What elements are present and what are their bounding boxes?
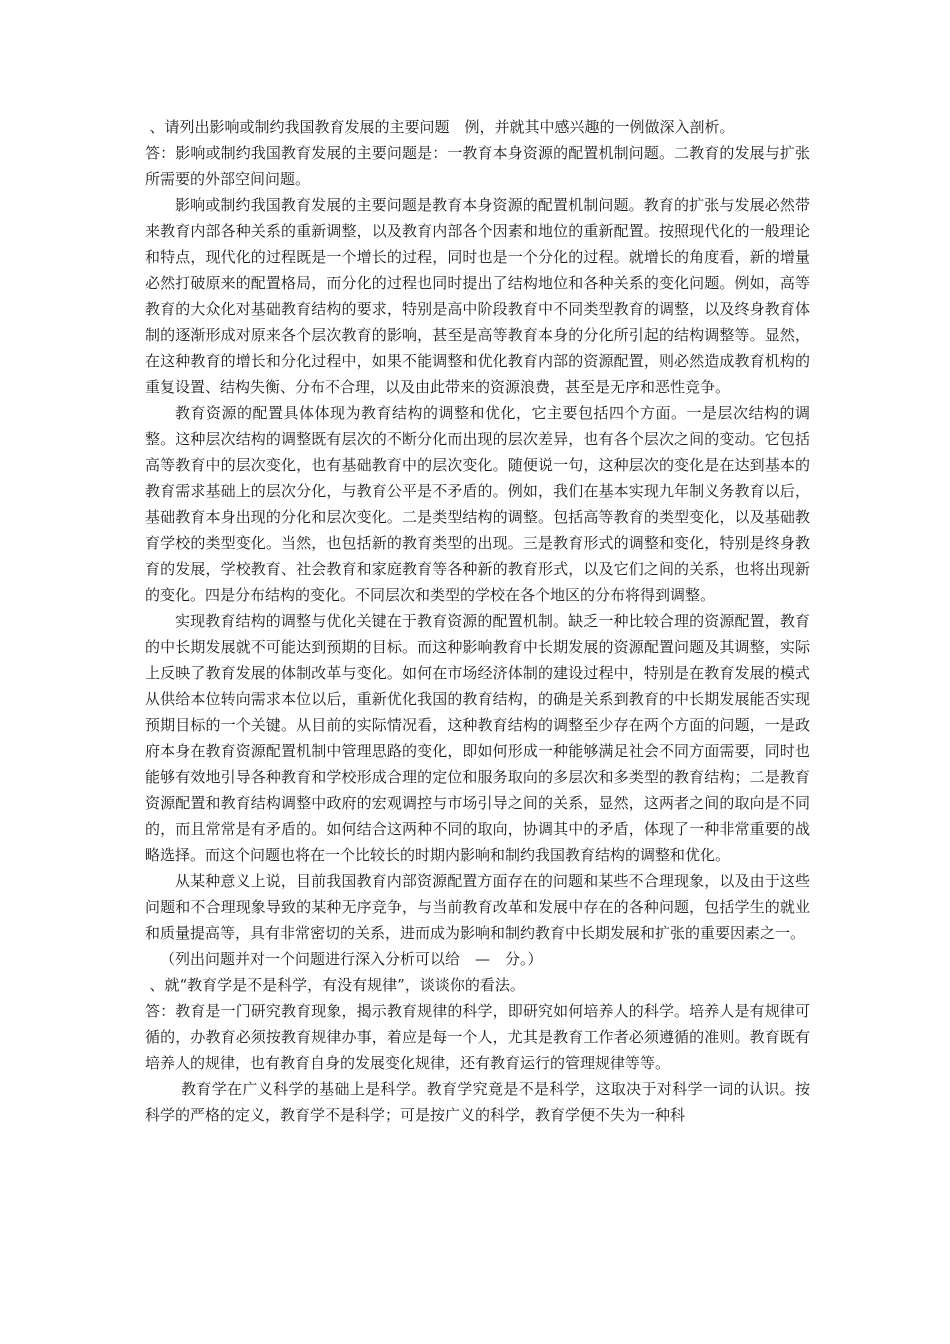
scoring-note: （列出问题并对一个问题进行深入分析可以给 — 分。） bbox=[160, 950, 543, 968]
answer-1-paragraph-1: 影响或制约我国教育发展的主要问题是教育本身资源的配置机制问题。教育的扩张与发展必然带来教育内部各种关系的重新调整，以及教育内部各个因素和地位的重新配置。按照现代化的一般理论和特点，现代化的过程既是一个增长的过程，同时也是一个分化的过程。就增长的角度看，新的增量必然打破原来的配置格局，而分化的过程也同时提出了结构地位和各种关系的变化问题。例如，高等教育的大众化对基础教育结构的要求，特别是高中阶段教育中不同类型教育的调整，以及终身教育体制的逐渐形成对原来各个层次教育的影响，甚至是高等教育本身的分化所引起的结构调整等。显然，在这种教育的增长和分化过程中，如果不能调整和优化教育内部的资源配置，则必然造成教育机构的重复设置、结构失衡、分布不合理，以及由此带来的资源浪费，甚至是无序和恶性竞争。 bbox=[145, 196, 810, 396]
answer-1-paragraph-4: 从某种意义上说，目前我国教育内部资源配置方面存在的问题和某些不合理现象，以及由于这些问题和不合理现象导致的某种无序竞争，与当前教育改革和发展中存在的各种问题，包括学生的就业和质量提高等，具有非常密切的关系，进而成为影响和制约教育中长期发展和扩张的重要因素之一。 bbox=[145, 872, 810, 942]
question-1: 、请列出影响或制约我国教育发展的主要问题 例，并就其中感兴趣的一例做深入剖析。 bbox=[149, 118, 735, 136]
document-page bbox=[145, 114, 810, 1128]
answer-2-intro: 答：教育是一门研究教育现象，揭示教育规律的科学，即研究如何培养人的科学。培养人是有规律可循的，办教育必须按教育规律办事，着应是每一个人，尤其是教育工作者必须遵循的准则。教育既有培养人的规律，也有教育自身的发展变化规律，还有教育运行的管理规律等等。 bbox=[145, 1002, 810, 1072]
answer-1-intro: 答：影响或制约我国教育发展的主要问题是：一教育本身资源的配置机制问题。二教育的发展与扩张所需要的外部空间问题。 bbox=[145, 144, 810, 188]
answer-1-paragraph-3: 实现教育结构的调整与优化关键在于教育资源的配置机制。缺乏一种比较合理的资源配置，教育的中长期发展就不可能达到预期的目标。而这种影响教育中长期发展的资源配置问题及其调整，实际上反映了教育发展的体制改革与变化。如何在市场经济体制的建设过程中，特别是在教育发展的模式从供给本位转向需求本位以后，重新优化我国的教育结构，的确是关系到教育的中长期发展能否实现预期目标的一个关键。从目前的实际情况看，这种教育结构的调整至少存在两个方面的问题，一是政府本身在教育资源配置机制中管理思路的变化，即如何形成一种能够满足社会不同方面需要，同时也能够有效地引导各种教育和学校形成合理的定位和服务取向的多层次和多类型的教育结构；二是教育资源配置和教育结构调整中政府的宏观调控与市场引导之间的关系，显然，这两者之间的取向是不同的，而且常常是有矛盾的。如何结合这两种不同的取向，协调其中的矛盾，体现了一种非常重要的战略选择。而这个问题也将在一个比较长的时期内影响和制约我国教育结构的调整和优化。 bbox=[145, 612, 810, 864]
question-2: 、就“教育学是不是科学，有没有规律”，谈谈你的看法。 bbox=[149, 976, 525, 994]
answer-2-paragraph-1: 教育学在广义科学的基础上是科学。教育学究竟是不是科学，这取决于对科学一词的认识。按科学的严格的定义，教育学不是科学；可是按广义的科学，教育学便不失为一种科 bbox=[145, 1080, 810, 1124]
answer-1-paragraph-2: 教育资源的配置具体体现为教育结构的调整和优化，它主要包括四个方面。一是层次结构的调整。这种层次结构的调整既有层次的不断分化而出现的层次差异，也有各个层次之间的变动。它包括高等教育中的层次变化，也有基础教育中的层次变化。随便说一句，这种层次的变化是在达到基本的教育需求基础上的层次分化，与教育公平是不矛盾的。例如，我们在基本实现九年制义务教育以后，基础教育本身出现的分化和层次变化。二是类型结构的调整。包括高等教育的类型变化，以及基础教育学校的类型变化。当然，也包括新的教育类型的出现。三是教育形式的调整和变化，特别是终身教育的发展，学校教育、社会教育和家庭教育等各种新的教育形式，以及它们之间的关系，也将出现新的变化。四是分布结构的变化。不同层次和类型的学校在各个地区的分布将得到调整。 bbox=[145, 404, 810, 604]
